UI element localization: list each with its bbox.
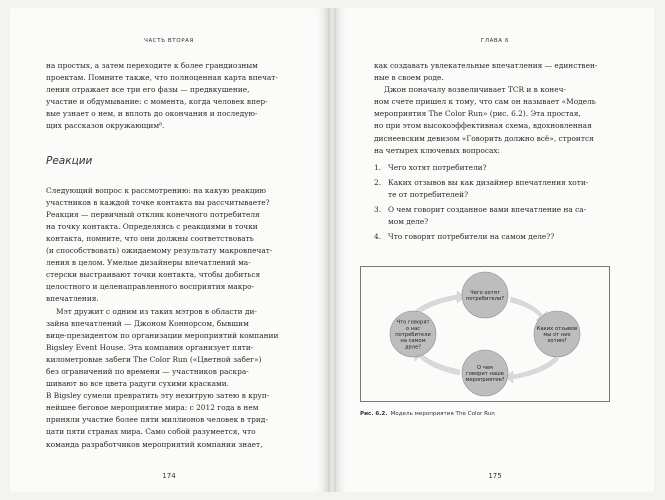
text-line: Следующий вопрос к рассмотрению: на какую реакцию	[46, 185, 266, 195]
diagram-node-bottom	[462, 350, 508, 396]
diagram-node-label: на самом	[400, 338, 426, 345]
list-item-number: 2.	[374, 177, 382, 187]
cycle-diagram	[361, 267, 609, 401]
page-number-right: 175	[488, 472, 502, 480]
text-line: на четырех ключевых вопросах:	[374, 145, 501, 155]
text-line: приняли участие более пяти миллионов человек в трид-	[46, 415, 268, 425]
text-line: проектам. Помните также, что полноценная карта впечат-	[46, 73, 278, 83]
paragraph	[46, 185, 308, 306]
diagram-node-right	[534, 311, 580, 357]
right-page-body	[374, 60, 620, 246]
diagram-node-label: мероприятие?	[465, 377, 505, 384]
figure-caption-text: Модель мероприятия The Color Run	[390, 411, 495, 417]
text-line: контакта, помните, что они должны соответствовать	[46, 233, 254, 243]
left-page-body	[46, 60, 308, 451]
text-line: диснеевским девизом «Говорить должно всё», строится	[374, 133, 594, 143]
diagram-node-label: хотим?	[547, 338, 567, 345]
diagram-node-label: о нас	[405, 325, 421, 332]
figure-caption	[360, 411, 495, 417]
list-item	[374, 162, 620, 174]
running-head-left: ЧАСТЬ ВТОРАЯ	[144, 38, 194, 44]
diagram-node-label: О чем	[477, 364, 493, 371]
paragraph	[374, 60, 620, 84]
text-line: мероприятия The Color Run» (рис. 6.2). Эта простая,	[374, 109, 581, 119]
book-gutter	[328, 8, 336, 492]
text-line: нейшее беговое мероприятие мира: с 2012 года в нем	[46, 403, 259, 413]
text-line: ления в целом. Умелые дизайнеры впечатлений ма-	[46, 258, 251, 268]
diagram-node-top	[462, 272, 508, 318]
running-head-right: ГЛАВА 6	[480, 38, 510, 44]
text-line: участие и обдумывание: с момента, когда человек впер-	[46, 97, 268, 107]
text-line: стерски выстраивают точки контакта, чтобы добиться	[46, 270, 261, 280]
key-questions-list	[374, 162, 620, 244]
text-line: на точку контакта. Определяясь с реакциями в точки	[46, 221, 258, 231]
text-line: щих рассказов окружающим⁸.	[46, 121, 165, 131]
text-line: ном счете пришел к тому, что сам он называет «Модель	[374, 97, 596, 107]
diagram-node-label: потребители?	[465, 296, 505, 303]
list-item-number: 3.	[374, 205, 382, 215]
text-line: (и способствовать) ожидаемому результату макровпечат-	[46, 246, 273, 256]
diagram-node-label: потребители	[395, 332, 431, 338]
text-line: команда разработчиков мероприятий компании знает,	[46, 439, 263, 449]
list-item-text: Каких отзывов вы как дизайнер впечатления хоти- те от потребителей?	[388, 177, 589, 199]
color-run-model-figure	[360, 266, 610, 402]
diagram-node-label: говорит наше	[466, 371, 504, 377]
text-line: зайна впечатлений — Джоном Коннорсом, бывшим	[46, 318, 249, 328]
text-line: на простых, а затем переходите к более грандиозным	[46, 61, 258, 70]
list-item	[374, 231, 620, 243]
diagram-node-label: Каких отзывов	[536, 325, 578, 332]
diagram-node-label: мы от них	[543, 332, 571, 338]
text-line: ления отражает все три его фазы — предвкушение,	[46, 85, 250, 95]
diagram-node-left	[390, 311, 436, 357]
list-item-number: 4.	[374, 232, 382, 242]
text-line: вые узнает о нем, и вплоть до окончания и последую-	[46, 109, 258, 119]
page-number-left: 174	[162, 472, 176, 480]
right-page	[336, 8, 654, 492]
list-item-number: 1.	[374, 162, 382, 172]
text-line: вице-президентом по организации мероприятий компании	[46, 330, 279, 340]
arrow-left-to-top	[415, 291, 465, 314]
list-item	[374, 204, 620, 228]
text-line: без ограничений по времени — участников раскра-	[46, 366, 249, 376]
text-line: В Bigsley сумели превратить эту нехитрую затею в круп-	[46, 391, 270, 401]
paragraph	[46, 306, 308, 451]
list-item-text: О чем говорит созданное вами впечатление на са- мом деле?	[388, 205, 587, 227]
text-line: километровые забеги The Color Run («Цветной забег»)	[46, 354, 262, 364]
section-heading: Реакции	[46, 154, 93, 167]
text-line: Джон поначалу возвеличивает TCR и в конеч-	[384, 85, 566, 95]
text-line: участников в каждой точке контакта вы рассчитываете?	[46, 197, 270, 207]
text-line: цати пяти странах мира. Само собой разумеется, что	[46, 427, 256, 437]
text-line: шивают во все цвета радуги сухими красками.	[46, 379, 230, 389]
text-line: целостного и целенаправленного восприятия макро-	[46, 282, 255, 292]
list-item-text: Чего хотят потребители?	[388, 162, 487, 172]
list-item-text: Что говорят потребители на самом деле??	[388, 232, 555, 242]
diagram-node-label: деле?	[404, 344, 422, 351]
diagram-node-label: Что говорят	[396, 319, 430, 326]
text-line: впечатления.	[46, 294, 99, 304]
paragraph	[46, 60, 308, 133]
text-line: ные в своем роде.	[374, 73, 444, 83]
arrow-right-to-bottom	[505, 357, 559, 383]
paragraph	[374, 84, 620, 157]
text-line: как создавать увлекательные впечатления — единствен-	[374, 61, 598, 70]
diagram-node-label: Чего хотят	[470, 289, 500, 296]
text-line: Реакция — первичный отклик конечного потребителя	[46, 209, 260, 219]
text-line: Bigsley Event House. Эта компания организует пяти-	[46, 342, 254, 352]
list-item	[374, 177, 620, 201]
text-line: Мэт дружит с одним из таких мэтров в области ди-	[56, 306, 257, 316]
text-line: но при этом высокоэффективная схема, вдохновленная	[374, 121, 592, 131]
left-page	[10, 8, 328, 492]
figure-caption-label: Рис. 6.2.	[360, 411, 388, 417]
